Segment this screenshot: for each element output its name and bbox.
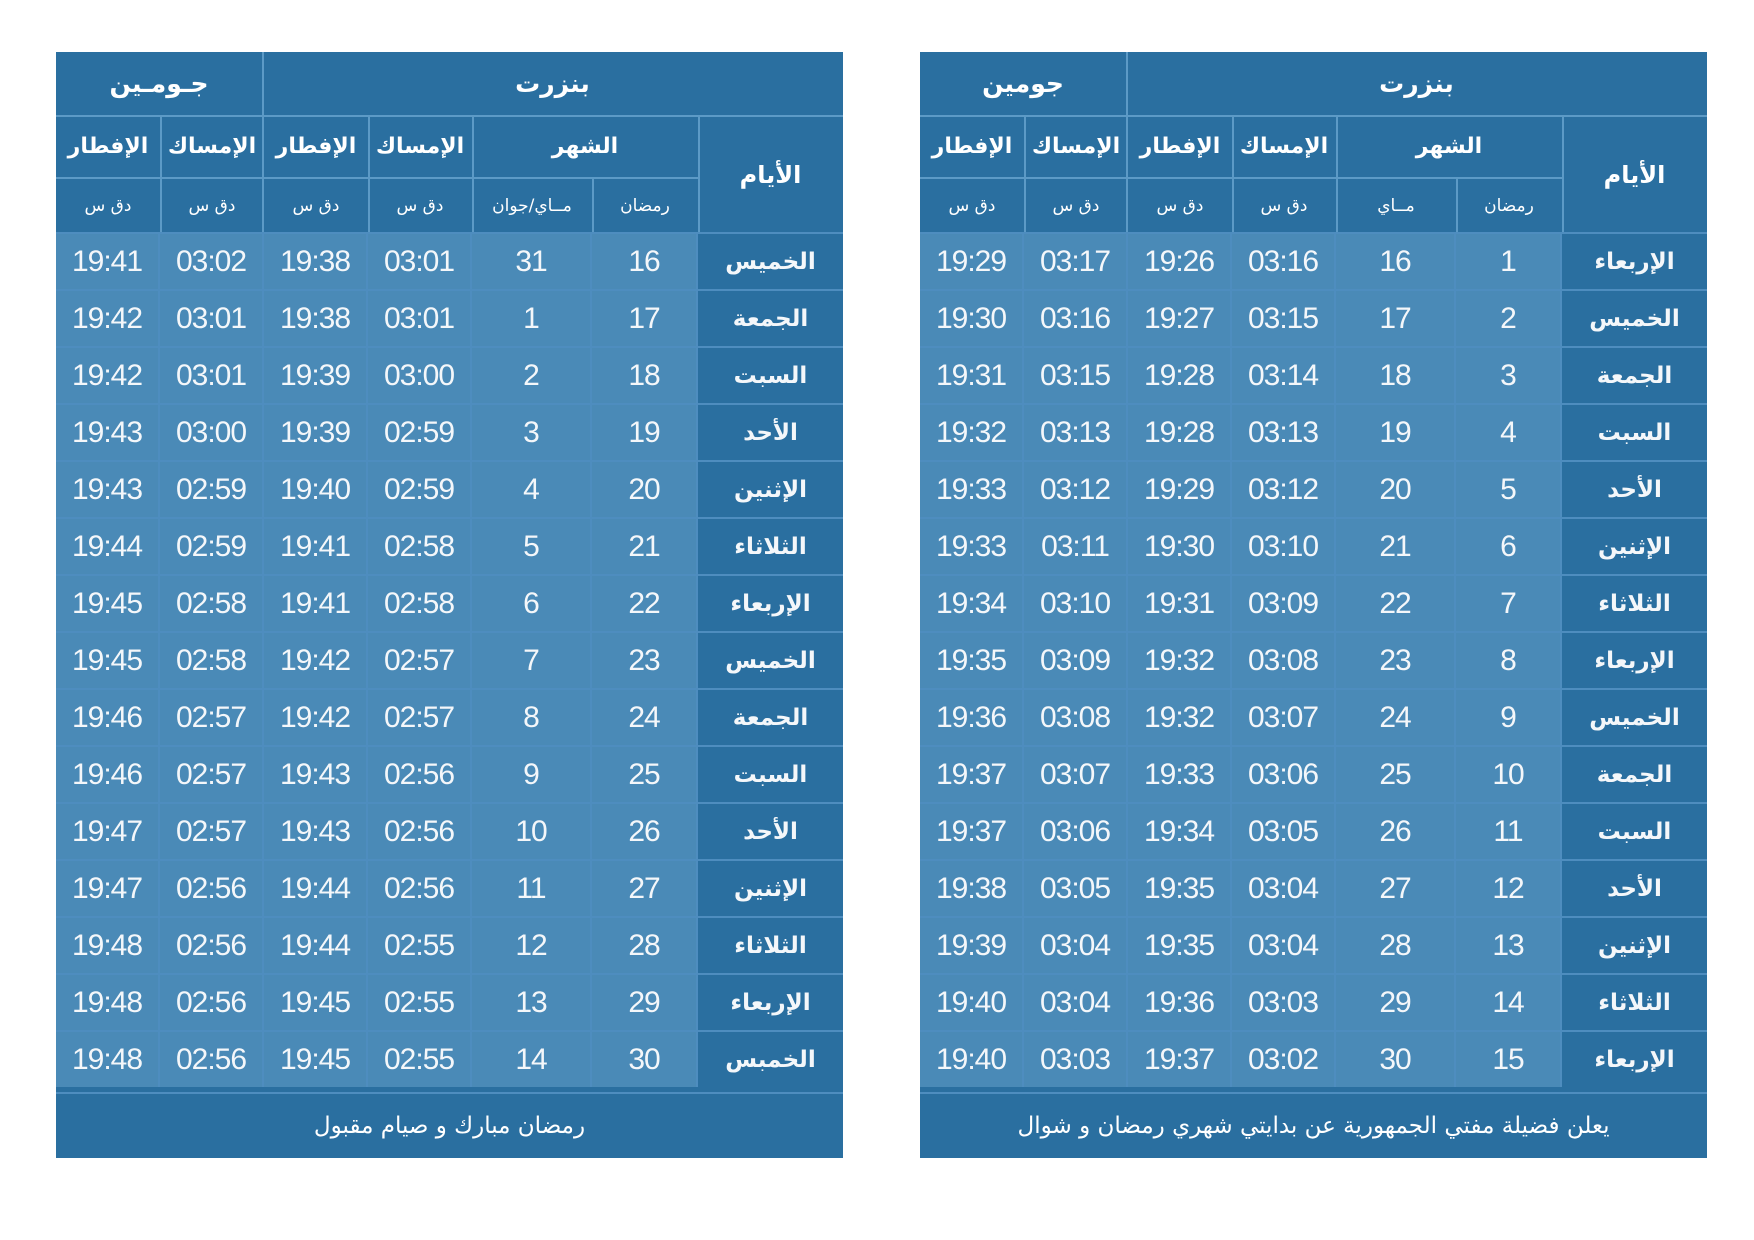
divider	[1126, 52, 1128, 232]
cell-iftar-bizerte: 19:41	[264, 576, 368, 631]
cell-imsak-jomine: 03:11	[1024, 519, 1128, 574]
cell-iftar-bizerte: 19:26	[1128, 234, 1232, 289]
sub-header-time: دق س	[84, 196, 132, 216]
cell-weekday: الإربعاء	[698, 576, 843, 631]
cell-imsak-jomine: 02:57	[160, 747, 264, 802]
cell-gregorian-date: 6	[472, 576, 592, 631]
cell-weekday: الخميس	[698, 234, 843, 289]
cell-weekday: الثلاثاء	[1562, 576, 1707, 631]
cell-imsak-jomine: 03:04	[1024, 975, 1128, 1030]
table-row	[920, 460, 1707, 517]
cell-ramadan-day: 28	[592, 918, 698, 973]
cell-weekday: الجمعة	[698, 690, 843, 745]
cell-imsak-bizerte: 03:00	[368, 348, 472, 403]
cell-imsak-bizerte: 03:06	[1232, 747, 1336, 802]
cell-weekday: الإثنين	[1562, 918, 1707, 973]
cell-imsak-bizerte: 02:57	[368, 633, 472, 688]
cell-ramadan-day: 7	[1456, 576, 1562, 631]
cell-gregorian-date: 7	[472, 633, 592, 688]
cell-ramadan-day: 6	[1456, 519, 1562, 574]
cell-iftar-jomine: 19:38	[920, 861, 1024, 916]
col-header-imsak-bizerte: الإمساك	[375, 133, 465, 159]
table-row	[56, 688, 843, 745]
cell-weekday: الإثنين	[698, 861, 843, 916]
cell-gregorian-date: 8	[472, 690, 592, 745]
cell-imsak-jomine: 02:57	[160, 690, 264, 745]
cell-imsak-bizerte: 03:03	[1232, 975, 1336, 1030]
col-header-iftar-bizerte: الإفطار	[275, 133, 357, 159]
table-row	[56, 517, 843, 574]
cell-ramadan-day: 27	[592, 861, 698, 916]
col-header-iftar-bizerte: الإفطار	[1139, 133, 1221, 159]
cell-iftar-bizerte: 19:39	[264, 405, 368, 460]
divider	[472, 115, 474, 232]
cell-imsak-jomine: 02:58	[160, 576, 264, 631]
cell-iftar-jomine: 19:42	[56, 348, 160, 403]
cell-ramadan-day: 11	[1456, 804, 1562, 859]
cell-iftar-jomine: 19:37	[920, 747, 1024, 802]
cell-weekday: الثلاثاء	[698, 519, 843, 574]
cell-iftar-bizerte: 19:32	[1128, 633, 1232, 688]
cell-imsak-bizerte: 02:55	[368, 918, 472, 973]
cell-iftar-bizerte: 19:41	[264, 519, 368, 574]
cell-iftar-jomine: 19:46	[56, 747, 160, 802]
sub-header-time: دق س	[292, 196, 340, 216]
footer-note: رمضان مبارك و صيام مقبول	[56, 1092, 843, 1158]
sub-header-gregorian: مــاي	[1377, 196, 1415, 216]
col-header-days: الأيام	[1603, 161, 1666, 189]
city-header-jomine: جـومـين	[109, 69, 209, 98]
cell-ramadan-day: 17	[592, 291, 698, 346]
cell-iftar-bizerte: 19:45	[264, 975, 368, 1030]
cell-iftar-bizerte: 19:39	[264, 348, 368, 403]
cell-gregorian-date: 20	[1336, 462, 1456, 517]
cell-imsak-jomine: 03:04	[1024, 918, 1128, 973]
cell-iftar-jomine: 19:30	[920, 291, 1024, 346]
table-row	[56, 346, 843, 403]
cell-imsak-bizerte: 03:04	[1232, 861, 1336, 916]
table-row	[56, 232, 843, 289]
col-header-iftar-jomine: الإفطار	[931, 133, 1013, 159]
cell-iftar-jomine: 19:48	[56, 1032, 160, 1087]
cell-gregorian-date: 13	[472, 975, 592, 1030]
col-header-imsak-jomine: الإمساك	[1031, 133, 1121, 159]
cell-ramadan-day: 12	[1456, 861, 1562, 916]
cell-gregorian-date: 24	[1336, 690, 1456, 745]
cell-imsak-bizerte: 02:55	[368, 1032, 472, 1087]
cell-imsak-jomine: 03:12	[1024, 462, 1128, 517]
cell-weekday: الخميس	[1562, 690, 1707, 745]
cell-weekday: السبت	[1562, 405, 1707, 460]
cell-ramadan-day: 29	[592, 975, 698, 1030]
cell-weekday: الخميس	[1562, 291, 1707, 346]
col-header-iftar-jomine: الإفطار	[67, 133, 149, 159]
table-row	[920, 745, 1707, 802]
cell-imsak-bizerte: 02:59	[368, 462, 472, 517]
cell-gregorian-date: 12	[472, 918, 592, 973]
ramadan-table-first-half	[920, 52, 1707, 1158]
cell-weekday: الثلاثاء	[1562, 975, 1707, 1030]
cell-iftar-jomine: 19:37	[920, 804, 1024, 859]
cell-iftar-jomine: 19:40	[920, 1032, 1024, 1087]
cell-iftar-jomine: 19:29	[920, 234, 1024, 289]
cell-weekday: الأحد	[698, 405, 843, 460]
table-row	[920, 802, 1707, 859]
divider	[698, 115, 700, 232]
cell-imsak-jomine: 02:57	[160, 804, 264, 859]
cell-ramadan-day: 23	[592, 633, 698, 688]
divider	[592, 177, 594, 232]
col-header-imsak-bizerte: الإمساك	[1239, 133, 1329, 159]
col-header-days: الأيام	[739, 161, 802, 189]
table-row	[56, 1030, 843, 1087]
cell-iftar-jomine: 19:31	[920, 348, 1024, 403]
cell-imsak-jomine: 03:02	[160, 234, 264, 289]
cell-ramadan-day: 24	[592, 690, 698, 745]
cell-iftar-jomine: 19:36	[920, 690, 1024, 745]
cell-iftar-jomine: 19:48	[56, 918, 160, 973]
cell-weekday: الثلاثاء	[698, 918, 843, 973]
cell-gregorian-date: 30	[1336, 1032, 1456, 1087]
cell-iftar-jomine: 19:40	[920, 975, 1024, 1030]
table-row	[920, 574, 1707, 631]
divider	[368, 115, 370, 232]
cell-iftar-bizerte: 19:44	[264, 918, 368, 973]
ramadan-table-second-half	[56, 52, 843, 1158]
cell-ramadan-day: 21	[592, 519, 698, 574]
cell-imsak-bizerte: 02:58	[368, 576, 472, 631]
table-row	[56, 802, 843, 859]
divider	[262, 52, 264, 232]
cell-imsak-jomine: 03:07	[1024, 747, 1128, 802]
cell-iftar-bizerte: 19:36	[1128, 975, 1232, 1030]
divider	[1232, 115, 1234, 232]
table-row	[56, 973, 843, 1030]
table-row	[920, 631, 1707, 688]
cell-imsak-jomine: 02:59	[160, 462, 264, 517]
cell-iftar-jomine: 19:47	[56, 804, 160, 859]
cell-imsak-jomine: 03:06	[1024, 804, 1128, 859]
footer-note: يعلن فضيلة مفتي الجمهورية عن بدايتي شهري رمضان و شوال	[920, 1092, 1707, 1158]
cell-weekday: السبت	[698, 348, 843, 403]
divider	[1456, 177, 1458, 232]
cell-imsak-bizerte: 03:05	[1232, 804, 1336, 859]
cell-gregorian-date: 28	[1336, 918, 1456, 973]
cell-imsak-bizerte: 03:12	[1232, 462, 1336, 517]
cell-gregorian-date: 5	[472, 519, 592, 574]
cell-imsak-jomine: 03:09	[1024, 633, 1128, 688]
cell-ramadan-day: 3	[1456, 348, 1562, 403]
table-row	[920, 859, 1707, 916]
cell-gregorian-date: 21	[1336, 519, 1456, 574]
cell-weekday: الإثنين	[698, 462, 843, 517]
cell-iftar-bizerte: 19:33	[1128, 747, 1232, 802]
table-row	[920, 346, 1707, 403]
cell-weekday: الأحد	[1562, 462, 1707, 517]
cell-gregorian-date: 18	[1336, 348, 1456, 403]
cell-weekday: الجمعة	[1562, 747, 1707, 802]
cell-imsak-bizerte: 03:16	[1232, 234, 1336, 289]
cell-iftar-jomine: 19:41	[56, 234, 160, 289]
col-header-month: الشهر	[551, 133, 619, 159]
cell-imsak-bizerte: 03:01	[368, 234, 472, 289]
divider	[1024, 115, 1026, 232]
cell-iftar-bizerte: 19:35	[1128, 861, 1232, 916]
cell-imsak-jomine: 02:59	[160, 519, 264, 574]
sub-header-gregorian: مــاي/جوان	[492, 196, 572, 216]
cell-imsak-bizerte: 03:13	[1232, 405, 1336, 460]
cell-iftar-bizerte: 19:42	[264, 633, 368, 688]
cell-imsak-jomine: 03:16	[1024, 291, 1128, 346]
cell-ramadan-day: 1	[1456, 234, 1562, 289]
cell-imsak-bizerte: 02:59	[368, 405, 472, 460]
cell-imsak-bizerte: 02:58	[368, 519, 472, 574]
cell-ramadan-day: 14	[1456, 975, 1562, 1030]
cell-weekday: الأحد	[1562, 861, 1707, 916]
cell-gregorian-date: 17	[1336, 291, 1456, 346]
cell-iftar-bizerte: 19:27	[1128, 291, 1232, 346]
table-row	[56, 859, 843, 916]
cell-iftar-jomine: 19:43	[56, 405, 160, 460]
cell-ramadan-day: 30	[592, 1032, 698, 1087]
cell-gregorian-date: 27	[1336, 861, 1456, 916]
cell-imsak-bizerte: 02:56	[368, 804, 472, 859]
cell-iftar-bizerte: 19:38	[264, 291, 368, 346]
cell-gregorian-date: 19	[1336, 405, 1456, 460]
cell-gregorian-date: 23	[1336, 633, 1456, 688]
cell-iftar-bizerte: 19:38	[264, 234, 368, 289]
cell-weekday: الإربعاء	[1562, 1032, 1707, 1087]
table-row	[920, 916, 1707, 973]
table-row	[920, 973, 1707, 1030]
divider	[56, 115, 843, 117]
cell-iftar-bizerte: 19:42	[264, 690, 368, 745]
cell-iftar-jomine: 19:45	[56, 633, 160, 688]
cell-imsak-bizerte: 02:55	[368, 975, 472, 1030]
cell-imsak-bizerte: 02:56	[368, 861, 472, 916]
table-row	[56, 403, 843, 460]
sub-header-time: دق س	[1052, 196, 1100, 216]
cell-iftar-bizerte: 19:28	[1128, 348, 1232, 403]
cell-weekday: الإربعاء	[1562, 633, 1707, 688]
cell-iftar-bizerte: 19:31	[1128, 576, 1232, 631]
cell-gregorian-date: 1	[472, 291, 592, 346]
cell-iftar-bizerte: 19:37	[1128, 1032, 1232, 1087]
table-row	[920, 403, 1707, 460]
cell-ramadan-day: 26	[592, 804, 698, 859]
cell-weekday: الإربعاء	[698, 975, 843, 1030]
table-row	[920, 1030, 1707, 1087]
table-row	[920, 688, 1707, 745]
cell-weekday: الإربعاء	[1562, 234, 1707, 289]
cell-gregorian-date: 22	[1336, 576, 1456, 631]
cell-imsak-jomine: 03:05	[1024, 861, 1128, 916]
cell-gregorian-date: 2	[472, 348, 592, 403]
cell-iftar-bizerte: 19:45	[264, 1032, 368, 1087]
table-row	[56, 631, 843, 688]
divider	[56, 177, 698, 179]
cell-iftar-bizerte: 19:43	[264, 804, 368, 859]
city-header-bizerte: بنزرت	[1379, 69, 1454, 98]
table-row	[56, 745, 843, 802]
cell-imsak-jomine: 03:17	[1024, 234, 1128, 289]
cell-imsak-jomine: 03:15	[1024, 348, 1128, 403]
cell-weekday: الأحد	[698, 804, 843, 859]
sub-header-time: دق س	[188, 196, 236, 216]
cell-imsak-jomine: 02:56	[160, 1032, 264, 1087]
cell-gregorian-date: 9	[472, 747, 592, 802]
cell-gregorian-date: 4	[472, 462, 592, 517]
table-row	[56, 574, 843, 631]
cell-imsak-jomine: 02:56	[160, 975, 264, 1030]
cell-imsak-jomine: 03:13	[1024, 405, 1128, 460]
cell-ramadan-day: 5	[1456, 462, 1562, 517]
cell-iftar-jomine: 19:33	[920, 519, 1024, 574]
cell-imsak-bizerte: 03:08	[1232, 633, 1336, 688]
cell-imsak-bizerte: 03:04	[1232, 918, 1336, 973]
sub-header-ramadan: رمضان	[620, 196, 670, 216]
cell-ramadan-day: 2	[1456, 291, 1562, 346]
sub-header-time: دق س	[1156, 196, 1204, 216]
cell-imsak-bizerte: 02:56	[368, 747, 472, 802]
cell-ramadan-day: 13	[1456, 918, 1562, 973]
cell-iftar-jomine: 19:33	[920, 462, 1024, 517]
cell-ramadan-day: 8	[1456, 633, 1562, 688]
cell-ramadan-day: 20	[592, 462, 698, 517]
cell-gregorian-date: 11	[472, 861, 592, 916]
cell-iftar-jomine: 19:45	[56, 576, 160, 631]
cell-imsak-bizerte: 03:01	[368, 291, 472, 346]
cell-iftar-jomine: 19:34	[920, 576, 1024, 631]
divider	[920, 115, 1707, 117]
cell-iftar-bizerte: 19:40	[264, 462, 368, 517]
cell-gregorian-date: 3	[472, 405, 592, 460]
sub-header-time: دق س	[948, 196, 996, 216]
cell-iftar-bizerte: 19:29	[1128, 462, 1232, 517]
table-row	[920, 289, 1707, 346]
cell-weekday: السبت	[1562, 804, 1707, 859]
cell-iftar-jomine: 19:39	[920, 918, 1024, 973]
cell-imsak-jomine: 03:00	[160, 405, 264, 460]
cell-gregorian-date: 14	[472, 1032, 592, 1087]
cell-ramadan-day: 9	[1456, 690, 1562, 745]
cell-imsak-bizerte: 03:15	[1232, 291, 1336, 346]
cell-ramadan-day: 18	[592, 348, 698, 403]
cell-weekday: الجمعة	[1562, 348, 1707, 403]
cell-ramadan-day: 4	[1456, 405, 1562, 460]
table-row	[56, 289, 843, 346]
cell-ramadan-day: 25	[592, 747, 698, 802]
table-row	[920, 517, 1707, 574]
cell-imsak-jomine: 03:08	[1024, 690, 1128, 745]
cell-imsak-bizerte: 03:10	[1232, 519, 1336, 574]
table-row	[56, 916, 843, 973]
cell-iftar-jomine: 19:46	[56, 690, 160, 745]
divider	[920, 177, 1562, 179]
cell-weekday: الجمعة	[698, 291, 843, 346]
cell-weekday: الخمبس	[698, 1032, 843, 1087]
cell-gregorian-date: 16	[1336, 234, 1456, 289]
cell-ramadan-day: 19	[592, 405, 698, 460]
cell-imsak-jomine: 03:01	[160, 291, 264, 346]
cell-gregorian-date: 10	[472, 804, 592, 859]
cell-iftar-jomine: 19:47	[56, 861, 160, 916]
cell-iftar-jomine: 19:35	[920, 633, 1024, 688]
cell-imsak-jomine: 02:56	[160, 861, 264, 916]
cell-imsak-bizerte: 03:02	[1232, 1032, 1336, 1087]
cell-iftar-jomine: 19:44	[56, 519, 160, 574]
cell-gregorian-date: 26	[1336, 804, 1456, 859]
table-body	[920, 232, 1707, 1087]
cell-ramadan-day: 16	[592, 234, 698, 289]
cell-imsak-bizerte: 03:14	[1232, 348, 1336, 403]
col-header-imsak-jomine: الإمساك	[167, 133, 257, 159]
cell-iftar-jomine: 19:32	[920, 405, 1024, 460]
cell-ramadan-day: 10	[1456, 747, 1562, 802]
cell-iftar-jomine: 19:42	[56, 291, 160, 346]
cell-iftar-bizerte: 19:30	[1128, 519, 1232, 574]
cell-iftar-bizerte: 19:43	[264, 747, 368, 802]
cell-imsak-jomine: 02:56	[160, 918, 264, 973]
divider	[1562, 115, 1564, 232]
sub-header-ramadan: رمضان	[1484, 196, 1534, 216]
cell-iftar-bizerte: 19:34	[1128, 804, 1232, 859]
table-row	[920, 232, 1707, 289]
col-header-month: الشهر	[1415, 133, 1483, 159]
cell-ramadan-day: 22	[592, 576, 698, 631]
cell-weekday: السبت	[698, 747, 843, 802]
cell-iftar-bizerte: 19:35	[1128, 918, 1232, 973]
city-header-bizerte: بنزرت	[515, 69, 590, 98]
cell-iftar-jomine: 19:48	[56, 975, 160, 1030]
cell-iftar-bizerte: 19:32	[1128, 690, 1232, 745]
city-header-jomine: جومين	[982, 69, 1064, 98]
table-body	[56, 232, 843, 1087]
sub-header-time: دق س	[1260, 196, 1308, 216]
cell-weekday: الإثنين	[1562, 519, 1707, 574]
cell-imsak-bizerte: 03:09	[1232, 576, 1336, 631]
divider	[160, 115, 162, 232]
cell-imsak-bizerte: 02:57	[368, 690, 472, 745]
cell-imsak-jomine: 03:01	[160, 348, 264, 403]
table-row	[56, 460, 843, 517]
cell-gregorian-date: 29	[1336, 975, 1456, 1030]
cell-imsak-jomine: 03:03	[1024, 1032, 1128, 1087]
cell-iftar-bizerte: 19:44	[264, 861, 368, 916]
cell-weekday: الخميس	[698, 633, 843, 688]
cell-imsak-bizerte: 03:07	[1232, 690, 1336, 745]
cell-gregorian-date: 25	[1336, 747, 1456, 802]
cell-gregorian-date: 31	[472, 234, 592, 289]
sub-header-time: دق س	[396, 196, 444, 216]
cell-iftar-jomine: 19:43	[56, 462, 160, 517]
cell-imsak-jomine: 03:10	[1024, 576, 1128, 631]
cell-iftar-bizerte: 19:28	[1128, 405, 1232, 460]
divider	[1336, 115, 1338, 232]
cell-ramadan-day: 15	[1456, 1032, 1562, 1087]
cell-imsak-jomine: 02:58	[160, 633, 264, 688]
